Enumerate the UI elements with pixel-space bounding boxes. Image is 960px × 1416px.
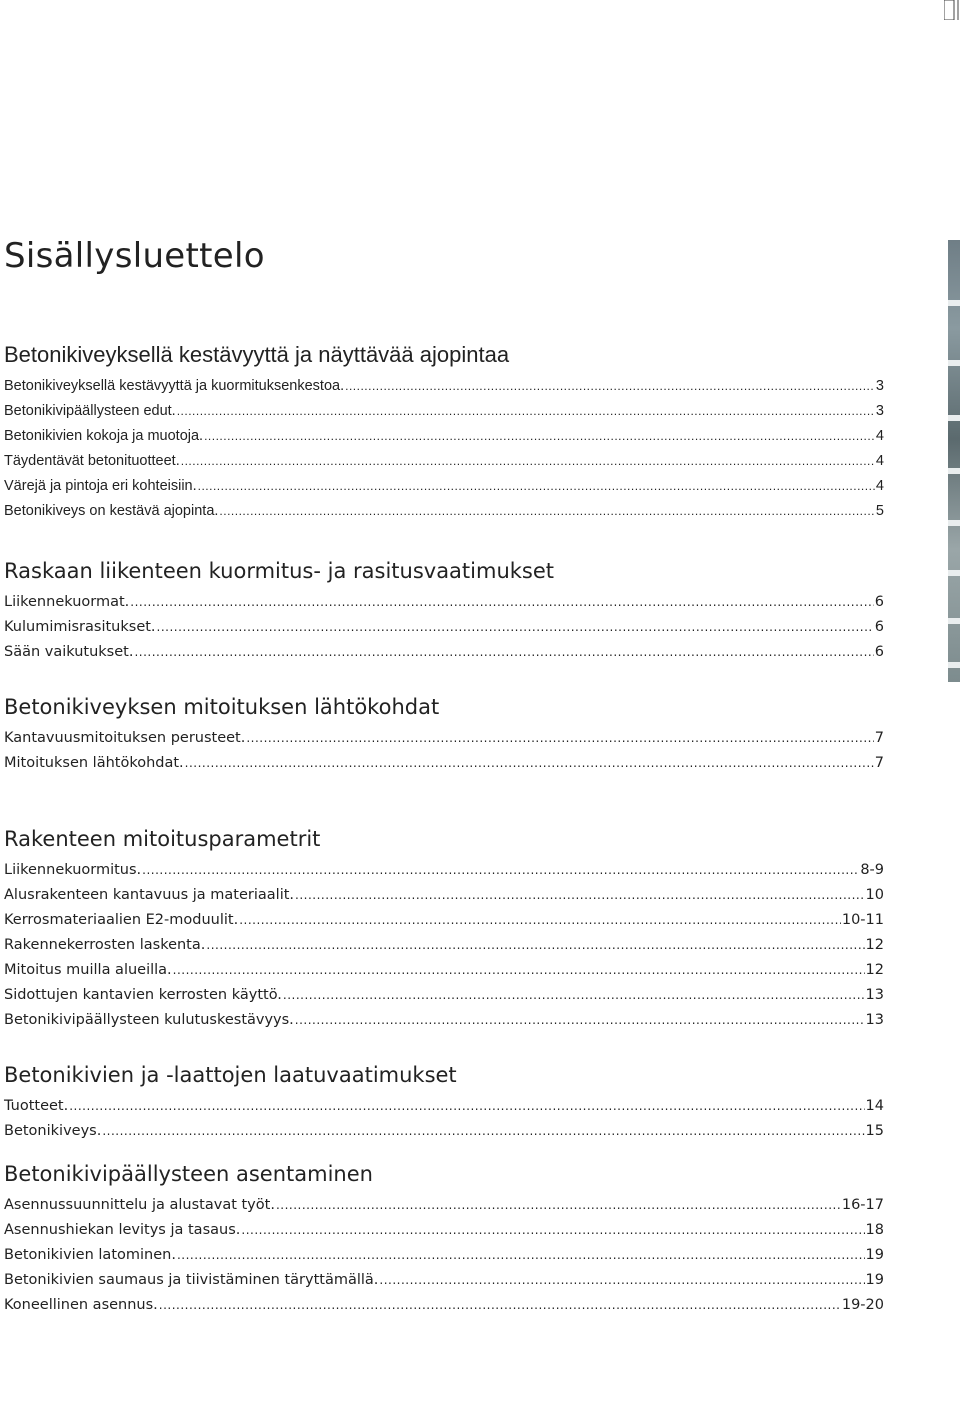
- section-heading: Betonikivien ja -laattojen laatuvaatimukset: [4, 1063, 457, 1087]
- entry-page: 10: [865, 887, 884, 903]
- toc-entry[interactable]: [4, 1193, 884, 1218]
- dot-leader: [177, 1243, 865, 1268]
- dot-leader: [198, 474, 875, 499]
- entry-title: Liikennekuormitus.: [4, 862, 142, 878]
- toc-entry[interactable]: [4, 1094, 884, 1119]
- toc-entry[interactable]: [4, 883, 884, 908]
- entry-page: 16-17: [841, 1197, 884, 1213]
- toc-entry[interactable]: [4, 933, 884, 958]
- section-heading: Betonikiveyksellä kestävyyttä ja näyttävää ajopintaa: [4, 342, 510, 367]
- toc-entry[interactable]: [4, 1119, 884, 1144]
- dot-leader: [204, 424, 875, 449]
- entry-page: 14: [865, 1098, 884, 1114]
- entry-title: Täydentävät betonituotteet.: [4, 453, 180, 469]
- toc-section: [4, 692, 884, 776]
- toc-entry[interactable]: [4, 399, 884, 424]
- corner-crop-mark: [944, 0, 960, 20]
- section-heading: Betonikiveyksen mitoituksen lähtökohdat: [4, 695, 440, 719]
- entry-title: Mitoituksen lähtökohdat.: [4, 755, 184, 771]
- entry-title: Asennussuunnittelu ja alustavat työt.: [4, 1197, 275, 1213]
- entry-page: 8-9: [860, 862, 884, 878]
- entry-page: 13: [865, 987, 884, 1003]
- dot-leader: [295, 1008, 865, 1033]
- toc-entry[interactable]: [4, 908, 884, 933]
- toc-entry[interactable]: [4, 424, 884, 449]
- entry-title: Kulumimisrasitukset.: [4, 619, 156, 635]
- entry-page: 19: [865, 1272, 884, 1288]
- entry-title: Betonikiveyksellä kestävyyttä ja kuormituksenkestoa.: [4, 378, 345, 394]
- entry-page: 4: [875, 478, 884, 494]
- entry-title: Alusrakenteen kantavuus ja materiaalit.: [4, 887, 295, 903]
- toc-section: [4, 556, 884, 665]
- dot-leader: [379, 1268, 864, 1293]
- toc-entry[interactable]: [4, 1268, 884, 1293]
- toc-entry[interactable]: [4, 1243, 884, 1268]
- toc-entry[interactable]: [4, 751, 884, 776]
- toc-entry[interactable]: [4, 1008, 884, 1033]
- dot-leader: [69, 1094, 864, 1119]
- dot-leader: [134, 640, 873, 665]
- entry-title: Rakennekerrosten laskenta.: [4, 937, 206, 953]
- entry-title: Betonikiveys on kestävä ajopinta.: [4, 503, 219, 519]
- entry-page: 6: [874, 594, 884, 610]
- entry-page: 7: [874, 730, 884, 746]
- entry-page: 12: [865, 937, 884, 953]
- entry-title: Betonikivipäällysteen edut.: [4, 403, 176, 419]
- dot-leader: [295, 883, 865, 908]
- entry-page: 4: [875, 453, 884, 469]
- toc-entry[interactable]: [4, 726, 884, 751]
- entry-title: Koneellinen asennus.: [4, 1297, 158, 1313]
- entry-title: Tuotteet.: [4, 1098, 69, 1114]
- entry-page: 13: [865, 1012, 884, 1028]
- entry-title: Liikennekuormat.: [4, 594, 130, 610]
- dot-leader: [239, 908, 841, 933]
- section-heading: Betonikivipäällysteen asentaminen: [4, 1162, 373, 1186]
- entry-page: 12: [865, 962, 884, 978]
- entry-title: Asennushiekan levitys ja tasaus.: [4, 1222, 241, 1238]
- entry-page: 5: [875, 503, 884, 519]
- toc-entry[interactable]: [4, 640, 884, 665]
- toc-entry[interactable]: [4, 374, 884, 399]
- entry-title: Sään vaikutukset.: [4, 644, 134, 660]
- toc-entry[interactable]: [4, 983, 884, 1008]
- toc-section: [4, 1060, 884, 1144]
- entry-page: 15: [865, 1123, 884, 1139]
- entry-title: Betonikivien kokoja ja muotoja.: [4, 428, 204, 444]
- toc-entry[interactable]: [4, 1218, 884, 1243]
- dot-leader: [159, 1293, 841, 1318]
- toc-section: [4, 340, 884, 524]
- toc-entry[interactable]: [4, 958, 884, 983]
- toc-entry[interactable]: [4, 449, 884, 474]
- entry-title: Betonikivien latominen.: [4, 1247, 176, 1263]
- entry-title: Mitoitus muilla alueilla.: [4, 962, 172, 978]
- entry-title: Betonikiveys.: [4, 1123, 102, 1139]
- entry-title: Sidottujen kantavien kerrosten käyttö.: [4, 987, 282, 1003]
- entry-page: 6: [874, 619, 884, 635]
- entry-page: 3: [875, 403, 884, 419]
- entry-page: 7: [874, 755, 884, 771]
- entry-page: 4: [875, 428, 884, 444]
- dot-leader: [173, 958, 865, 983]
- dot-leader: [181, 449, 875, 474]
- dot-leader: [276, 1193, 841, 1218]
- toc-entry[interactable]: [4, 499, 884, 524]
- toc-entry[interactable]: [4, 858, 884, 883]
- dot-leader: [219, 499, 875, 524]
- dot-leader: [177, 399, 875, 424]
- toc-section: [4, 824, 884, 1033]
- entry-title: Kerrosmateriaalien E2-moduulit.: [4, 912, 239, 928]
- toc-entry[interactable]: [4, 474, 884, 499]
- dot-leader: [157, 615, 874, 640]
- entry-page: 6: [874, 644, 884, 660]
- entry-page: 19-20: [841, 1297, 884, 1313]
- dot-leader: [206, 933, 864, 958]
- dot-leader: [185, 751, 874, 776]
- dot-leader: [130, 590, 874, 615]
- entry-page: 10-11: [841, 912, 884, 928]
- section-heading: Rakenteen mitoitusparametrit: [4, 827, 321, 851]
- entry-page: 3: [875, 378, 884, 394]
- page-title: Sisällysluettelo: [4, 236, 265, 276]
- toc-section: [4, 1159, 884, 1318]
- dot-leader: [142, 858, 859, 883]
- dot-leader: [345, 374, 875, 399]
- dot-leader: [241, 1218, 864, 1243]
- side-photo-strip: [948, 240, 960, 682]
- entry-title: Värejä ja pintoja eri kohteisiin.: [4, 478, 197, 494]
- dot-leader: [102, 1119, 864, 1144]
- entry-page: 18: [865, 1222, 884, 1238]
- toc-entry[interactable]: [4, 590, 884, 615]
- entry-title: Betonikivipäällysteen kulutuskestävyys.: [4, 1012, 294, 1028]
- entry-title: Betonikivien saumaus ja tiivistäminen täryttämällä.: [4, 1272, 379, 1288]
- entry-title: Kantavuusmitoituksen perusteet.: [4, 730, 246, 746]
- dot-leader: [246, 726, 873, 751]
- dot-leader: [283, 983, 865, 1008]
- toc-entry[interactable]: [4, 1293, 884, 1318]
- section-heading: Raskaan liikenteen kuormitus- ja rasitusvaatimukset: [4, 559, 555, 583]
- toc-entry[interactable]: [4, 615, 884, 640]
- entry-page: 19: [865, 1247, 884, 1263]
